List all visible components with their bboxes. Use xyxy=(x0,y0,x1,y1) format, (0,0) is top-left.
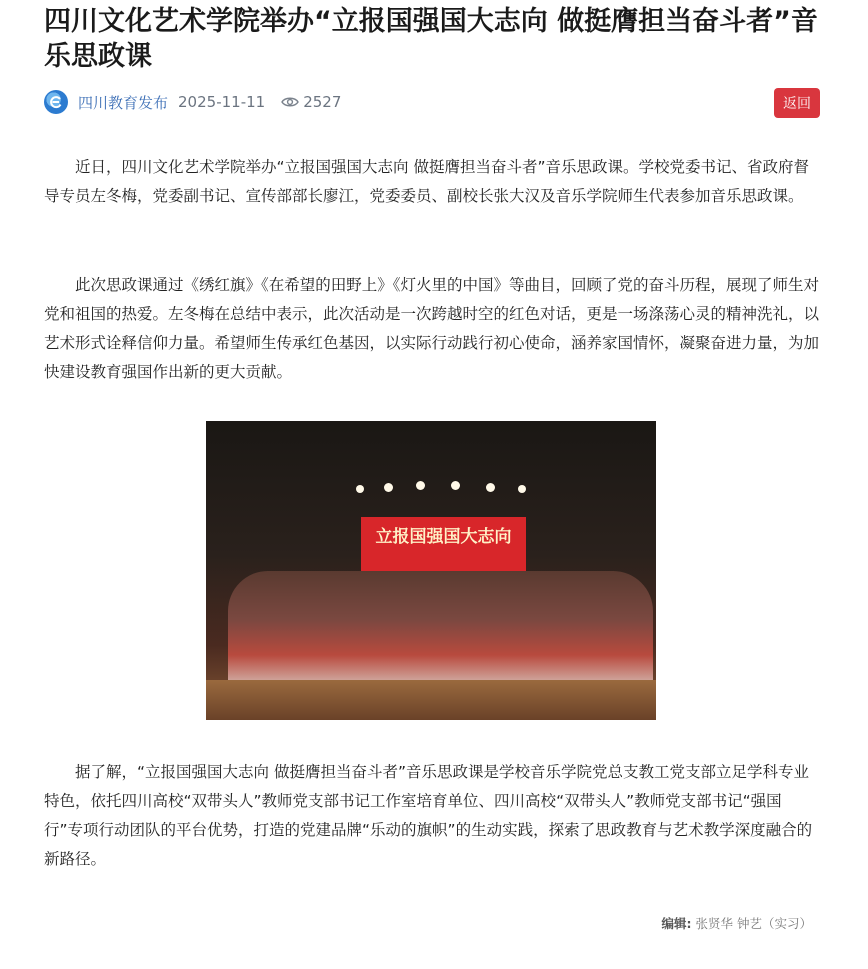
view-count xyxy=(281,93,341,111)
article-meta xyxy=(44,88,820,116)
stage-banner xyxy=(361,517,526,575)
stage-banner-text: 立报国强国大志向 xyxy=(375,527,512,547)
back-button[interactable]: 返回 xyxy=(774,88,820,118)
source-logo-icon xyxy=(44,90,68,114)
article-paragraph-3: 据了解，“立报国强国大志向 做挺膺担当奋斗者”音乐思政课是学校音乐学院党总支教工党支部立足学科专业特色，依托四川高校“双带头人”教师党支部书记工作室培育单位、四川高校“双带头人”教师党支部书记“强国行”专项行动团队的平台优势，打造的党建品牌“乐动的旗帜”的生动实践，探索了思政教育与艺术教学深度融合的新路径。 xyxy=(44,763,813,868)
article-paragraph-2: 此次思政课通过《绣红旗》《在希望的田野上》《灯火里的中国》等曲目，回顾了党的奋斗历程，展现了师生对党和祖国的热爱。左冬梅在总结中表示，此次活动是一次跨越时空的红色对话，更是一场涤荡心灵的精神洗礼，以艺术形式诠释信仰力量。希望师生传承红色基因，以实际行动践行初心使命，涵养家国情怀，凝聚奋进力量，为加快建设教育强国作出新的更大贡献。 xyxy=(44,276,820,381)
view-count-value: 2527 xyxy=(303,93,342,111)
group-photo-crowd xyxy=(228,571,653,691)
eye-icon xyxy=(281,96,299,108)
editor-names: 张贤华 钟艺（实习） xyxy=(695,916,812,931)
article-photo xyxy=(206,421,656,720)
stage-floor xyxy=(206,680,656,720)
editor-label: 编辑: xyxy=(661,916,692,931)
article-paragraph-1: 近日，四川文化艺术学院举办“立报国强国大志向 做挺膺担当奋斗者”音乐思政课。学校党委书记、省政府督导专员左冬梅，党委副书记、宣传部部长廖江，党委委员、副校长张大汉及音乐学院师生代表参加音乐思政课。 xyxy=(44,158,809,205)
article-title: 四川文化艺术学院举办“立报国强国大志向 做挺膺担当奋斗者”音乐思政课 xyxy=(44,6,818,72)
publish-date: 2025-11-11 xyxy=(178,93,266,111)
editor-credit xyxy=(662,914,812,932)
source-link[interactable]: 四川教育发布 xyxy=(78,93,169,112)
